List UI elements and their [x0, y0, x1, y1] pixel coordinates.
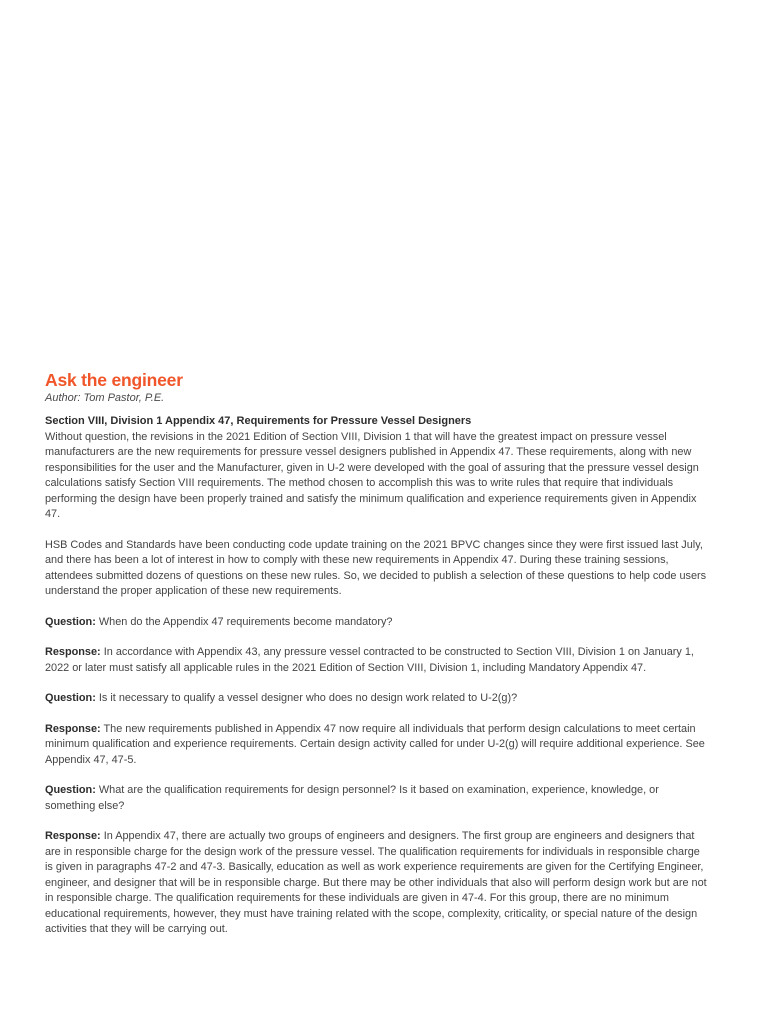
response-label: Response: — [45, 722, 101, 735]
section-heading: Section VIII, Division 1 Appendix 47, Requirements for Pressure Vessel Designers — [45, 415, 472, 427]
question-label: Question: — [45, 784, 96, 796]
question-label: Question: — [45, 615, 96, 628]
question-text: What are the qualification requirements for design personnel? Is it based on examination, experience, knowledge, or something else? — [45, 784, 659, 812]
response-text: In Appendix 47, there are actually two groups of engineers and designers. The first group are engineers and designers that are in responsible charge for the design work of the pressure vessel. The qualification requirements for individuals in responsible charge is given in paragraphs 47-2 and 47-3. Basically, education as well as work experience requirements are given for the Certifying Engineer, engineer, and designer that will be in responsible charge. But there may be other individuals that also will perform design work but are not in responsible charge. The qualification requirements for these individuals are given in 47-4. For this group, there are no minimum educational requirements, however, they must have training related with the scope, complexity, criticality, or special nature of the design activities that they will be carrying out. — [45, 830, 707, 935]
response-label: Response: — [45, 830, 101, 842]
question-text: Is it necessary to qualify a vessel designer who does no design work related to U-2(g)? — [95, 692, 518, 704]
article — [45, 369, 710, 953]
response-3 — [45, 829, 710, 938]
response-text: In accordance with Appendix 43, any pressure vessel contracted to be constructed to Section VIII, Division 1 on January 1, 2022 or later must satisfy all applicable rules in the 2021 Edition of Section VIII, Division 1, including Mandatory Appendix 47. — [45, 646, 694, 674]
response-text: The new requirements published in Appendix 47 now require all individuals that perform design calculations to meet certain minimum qualification and experience requirements. Certain design activity called for under U-2(g) will require additional experience. See Appendix 47, 47-5. — [45, 722, 705, 766]
question-3 — [45, 783, 710, 814]
response-label: Response: — [45, 646, 101, 658]
intro-paragraph-1: Without question, the revisions in the 2021 Edition of Section VIII, Division 1 that will have the greatest impact on pressure vessel manufacturers are the new requirements for pressure vessel designers published in Appendix 47. These requirements, along with new responsibilities for the user and the Manufacturer, given in U-2 were developed with the goal of assuring that the pressure vessel design calculations satisfy Section VIII requirements. The method chosen to accomplish this was to write rules that require that individuals performing the design have been properly trained and satisfy the minimum qualification and experience requirements given in Appendix 47. — [45, 430, 699, 520]
intro-paragraph-2: HSB Codes and Standards have been conducting code update training on the 2021 BPVC changes since they were first issued last July, and there has been a lot of interest in how to comply with these new requirements in Appendix 47. During these training sessions, attendees submitted dozens of questions on these new rules. So, we decided to publish a selection of these questions to help code users understand the proper application of these new requirements. — [45, 538, 707, 597]
article-author: Author: Tom Pastor, P.E. — [45, 392, 165, 404]
response-1 — [45, 645, 710, 676]
question-text: When do the Appendix 47 requirements become mandatory? — [95, 615, 393, 628]
question-2 — [45, 691, 710, 707]
question-1 — [45, 615, 710, 631]
article-title: Ask the engineer — [45, 370, 183, 390]
question-label: Question: — [45, 692, 96, 704]
response-2 — [45, 722, 710, 769]
